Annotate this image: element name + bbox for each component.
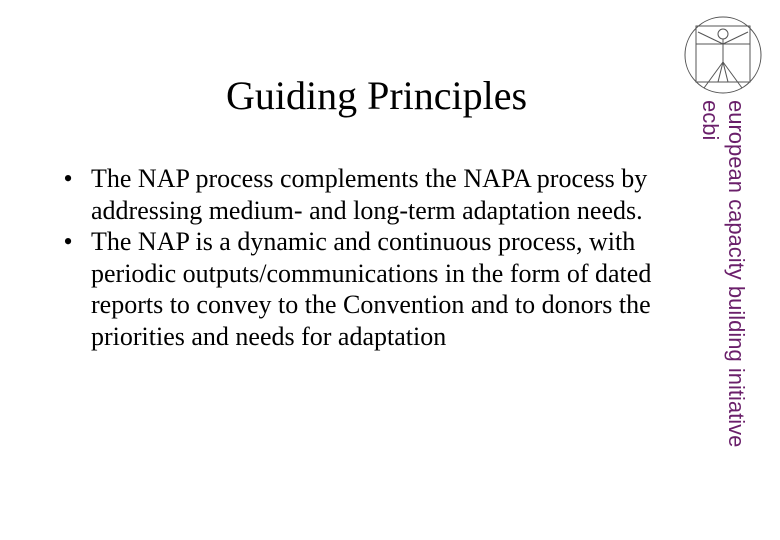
slide-title: Guiding Principles bbox=[226, 73, 528, 118]
bullet-marker: • bbox=[63, 227, 73, 256]
bullet-text: The NAP is a dynamic and continuous process, with periodic outputs/communications in the form of dated reports to convey to the Convention and to donors the priorities and needs for adaptation bbox=[91, 227, 652, 351]
organization-acronym: ecbi bbox=[698, 100, 723, 141]
bullet-text: The NAP process complements the NAPA process by addressing medium- and long-term adaptation needs. bbox=[91, 164, 648, 225]
bullet-item bbox=[58, 226, 708, 352]
vitruvian-man-icon bbox=[682, 14, 764, 96]
bullet-marker: • bbox=[63, 164, 73, 193]
organization-sidebar bbox=[671, 100, 749, 518]
organization-name: european capacity building initiative bbox=[724, 100, 749, 448]
bullet-item bbox=[58, 163, 708, 226]
bullet-list bbox=[58, 163, 708, 352]
